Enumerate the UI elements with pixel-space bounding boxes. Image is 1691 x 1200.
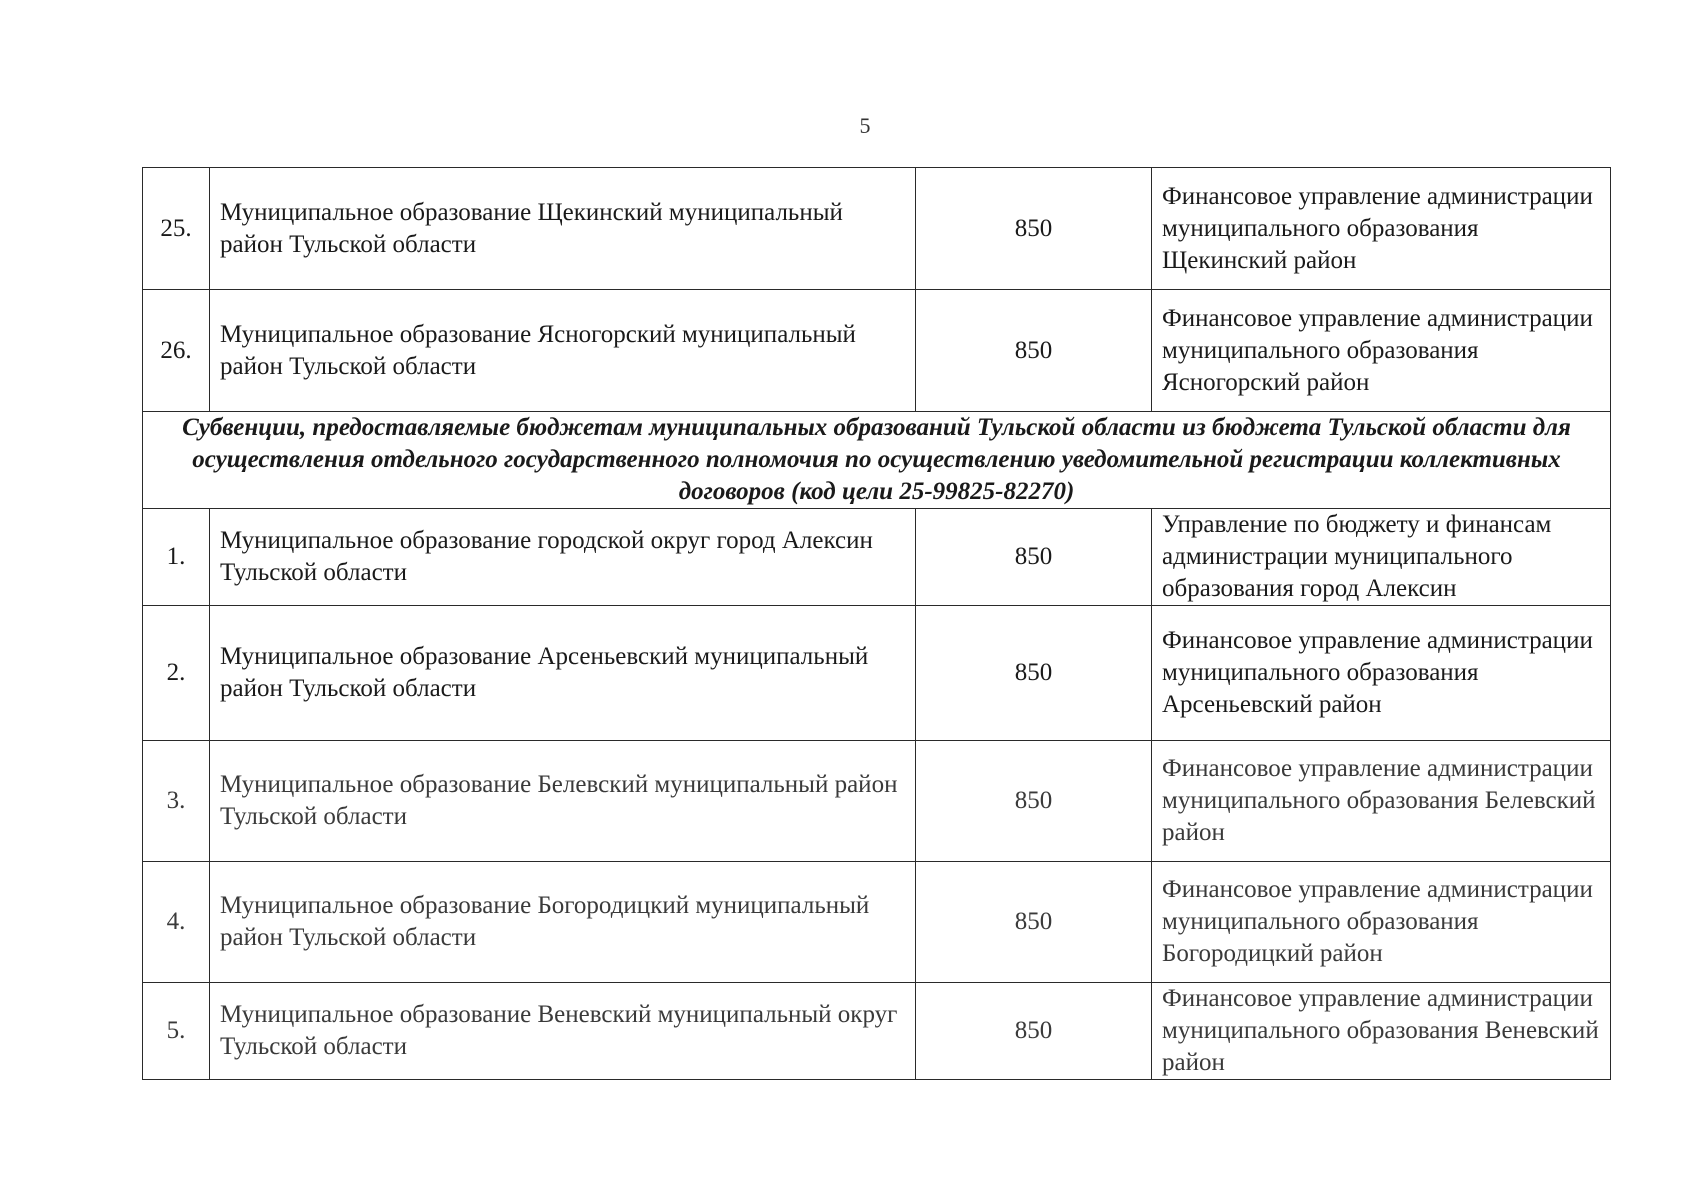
municipality-name: Муниципальное образование Белевский муниципальный район Тульской области: [210, 741, 916, 862]
finance-authority: Финансовое управление администрации муниципального образования Арсеньевский район: [1152, 606, 1611, 741]
table-row: [143, 509, 1611, 606]
amount-value: 850: [916, 290, 1152, 412]
section-heading-row: [143, 412, 1611, 509]
table-row: [143, 983, 1611, 1080]
amount-value: 850: [916, 862, 1152, 983]
municipality-name: Муниципальное образование Ясногорский муниципальный район Тульской области: [210, 290, 916, 412]
table-row: [143, 741, 1611, 862]
municipality-name: Муниципальное образование городской округ город Алексин Тульской области: [210, 509, 916, 606]
row-number: 4.: [143, 862, 210, 983]
municipality-name: Муниципальное образование Арсеньевский муниципальный район Тульской области: [210, 606, 916, 741]
finance-authority: Финансовое управление администрации муниципального образования Ясногорский район: [1152, 290, 1611, 412]
amount-value: 850: [916, 741, 1152, 862]
subsidy-table: [142, 167, 1611, 1080]
amount-value: 850: [916, 983, 1152, 1080]
finance-authority: Финансовое управление администрации муниципального образования Богородицкий район: [1152, 862, 1611, 983]
amount-value: 850: [916, 606, 1152, 741]
municipality-name: Муниципальное образование Щекинский муниципальный район Тульской области: [210, 168, 916, 290]
finance-authority: Финансовое управление администрации муниципального образования Щекинский район: [1152, 168, 1611, 290]
finance-authority: Финансовое управление администрации муниципального образования Белевский район: [1152, 741, 1611, 862]
table-row: [143, 168, 1611, 290]
table-row: [143, 862, 1611, 983]
page-number: 5: [859, 113, 871, 138]
amount-value: 850: [916, 509, 1152, 606]
row-number: 25.: [143, 168, 210, 290]
finance-authority: Финансовое управление администрации муниципального образования Веневский район: [1152, 983, 1611, 1080]
row-number: 26.: [143, 290, 210, 412]
row-number: 1.: [143, 509, 210, 606]
amount-value: 850: [916, 168, 1152, 290]
section-heading: Субвенции, предоставляемые бюджетам муниципальных образований Тульской области из бюджета Тульской области для осуществления отдельного государственного полномочия по осуществлению уведомительной регистрации коллективных договоров (код цели 25-99825-82270): [143, 412, 1611, 509]
row-number: 2.: [143, 606, 210, 741]
finance-authority: Управление по бюджету и финансам администрации муниципального образования город Алексин: [1152, 509, 1611, 606]
table-row: [143, 290, 1611, 412]
table-row: [143, 606, 1611, 741]
municipality-name: Муниципальное образование Богородицкий муниципальный район Тульской области: [210, 862, 916, 983]
row-number: 5.: [143, 983, 210, 1080]
row-number: 3.: [143, 741, 210, 862]
municipality-name: Муниципальное образование Веневский муниципальный округ Тульской области: [210, 983, 916, 1080]
